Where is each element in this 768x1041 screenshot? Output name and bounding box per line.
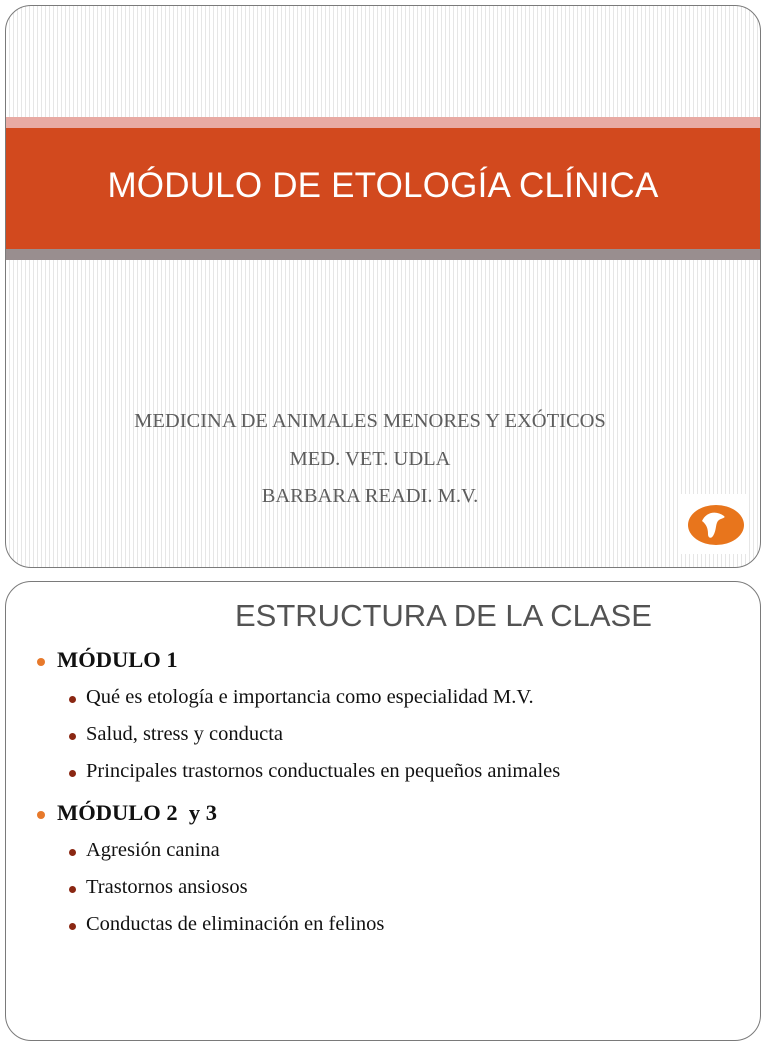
title-slide	[5, 5, 761, 568]
list-item	[86, 686, 534, 709]
module-heading	[57, 647, 178, 673]
list-item	[86, 760, 560, 783]
bullet-dot-icon	[69, 886, 76, 893]
module-heading	[57, 800, 217, 826]
bullet-dot-icon	[37, 811, 45, 819]
udla-logo-icon	[680, 494, 748, 554]
list-item	[86, 913, 384, 936]
list-item-label: Principales trastornos conductuales en pequeños animales	[86, 760, 561, 782]
bullet-dot-icon	[37, 658, 45, 666]
subtitle-line-institution: MED. VET. UDLA	[289, 448, 451, 470]
subtitle-line-course: MEDICINA DE ANIMALES MENORES Y EXÓTICOS	[134, 410, 606, 432]
bullet-dot-icon	[69, 849, 76, 856]
list-item-label: Conductas de eliminación en felinos	[86, 913, 385, 935]
content-slide	[5, 581, 761, 1041]
bullet-dot-icon	[69, 696, 76, 703]
list-item	[86, 723, 283, 746]
slide-title: ESTRUCTURA DE LA CLASE	[235, 598, 652, 633]
list-item-label: Qué es etología e importancia como especialidad M.V.	[86, 686, 534, 708]
slide-title: MÓDULO DE ETOLOGÍA CLÍNICA	[107, 166, 659, 205]
list-item-label: Trastornos ansiosos	[86, 876, 248, 898]
bullet-dot-icon	[69, 733, 76, 740]
list-item	[86, 839, 220, 862]
bullet-dot-icon	[69, 770, 76, 777]
module-heading-label: MÓDULO 2 y 3	[57, 800, 217, 825]
title-band-top-stripe	[6, 117, 760, 128]
subtitle-line-author: BARBARA READI. M.V.	[261, 485, 479, 507]
title-band-bottom-stripe	[6, 249, 760, 260]
list-item-label: Agresión canina	[86, 839, 220, 861]
list-item	[86, 876, 248, 899]
list-item-label: Salud, stress y conducta	[86, 723, 283, 745]
bullet-dot-icon	[69, 923, 76, 930]
module-heading-label: MÓDULO 1	[57, 647, 178, 672]
